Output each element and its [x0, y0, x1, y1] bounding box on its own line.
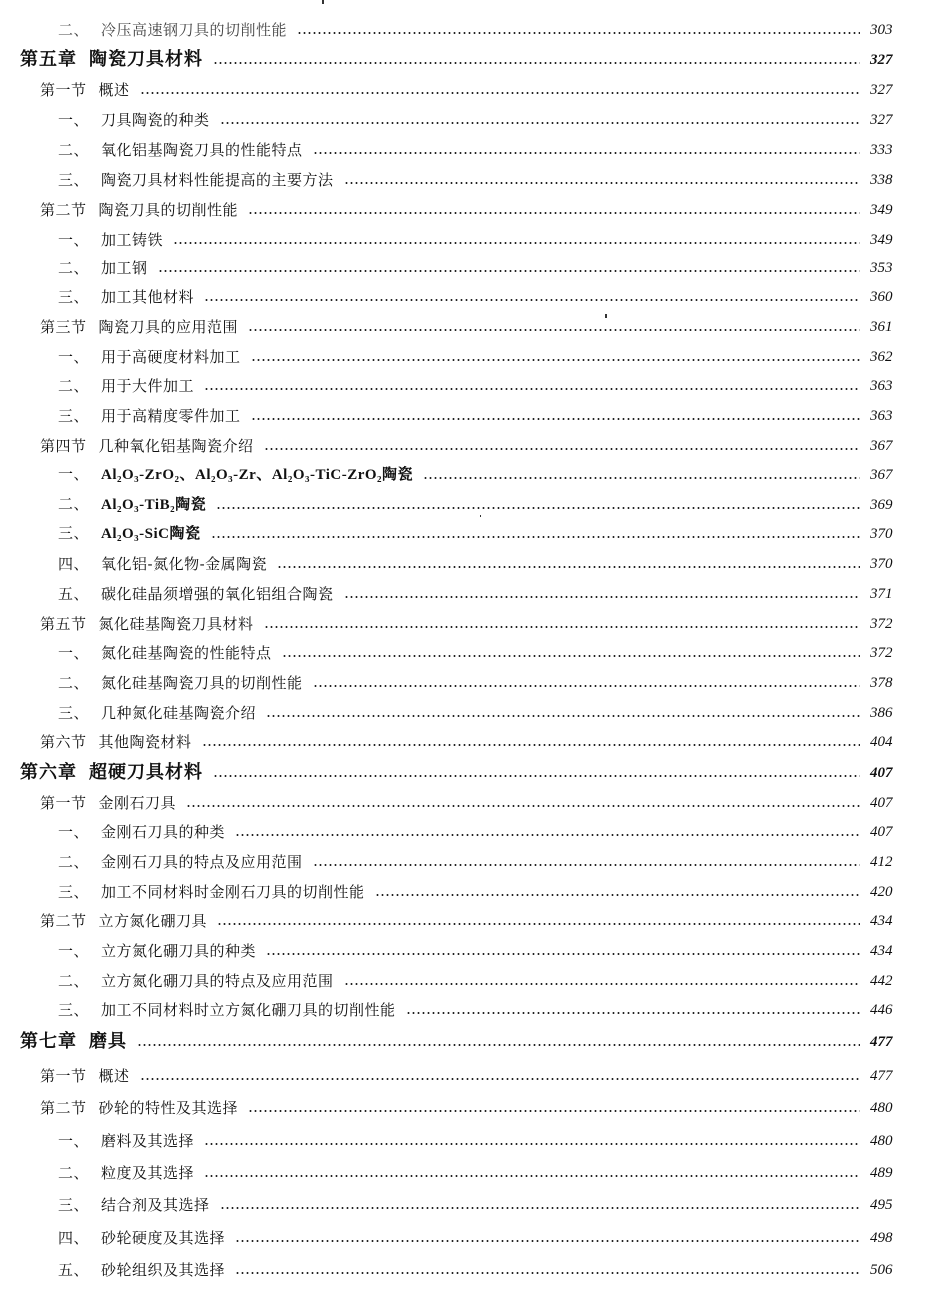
- page-number: 498: [870, 1230, 893, 1246]
- entry-title: Al₂O₃-SiC陶瓷: [101, 526, 201, 542]
- page-number: 477: [870, 1034, 893, 1050]
- entry-title: 氧化铝基陶瓷刀具的性能特点: [101, 141, 303, 159]
- entry-label: [0, 1131, 194, 1151]
- entry-label: [0, 287, 194, 307]
- page-number: 407: [870, 765, 893, 781]
- entry-label: [0, 1098, 238, 1118]
- toc-entry[interactable]: [0, 1092, 928, 1118]
- entry-title: 氮化硅基陶瓷刀具的切削性能: [101, 674, 303, 692]
- entry-title: 砂轮组织及其选择: [101, 1261, 226, 1279]
- toc-entry[interactable]: [0, 44, 928, 70]
- dot-leader: [137, 1044, 860, 1046]
- page-number: 349: [870, 232, 893, 248]
- entry-number: 二、: [58, 21, 90, 39]
- toc-entry[interactable]: [0, 876, 928, 902]
- dot-leader: [220, 1207, 860, 1209]
- entry-label: [0, 230, 163, 250]
- entry-title: 立方氮化硼刀具: [98, 912, 208, 930]
- entry-number: 三、: [58, 883, 90, 901]
- entry-label: [0, 614, 254, 634]
- toc-entry[interactable]: [0, 697, 928, 723]
- entry-label: [0, 643, 272, 663]
- page-number: 370: [870, 556, 893, 572]
- entry-label: [0, 822, 225, 842]
- toc-entry[interactable]: [0, 757, 928, 783]
- entry-title: Al₂O₃-ZrO₂、Al₂O₃-Zr、Al₂O₃-TiC-ZrO₂陶瓷: [101, 467, 414, 483]
- page-number: 434: [870, 913, 893, 929]
- entry-number: 一、: [58, 823, 90, 841]
- dot-leader: [235, 1240, 860, 1242]
- dot-leader: [204, 1143, 860, 1145]
- entry-title: Al₂O₃-TiB₂陶瓷: [101, 497, 207, 513]
- entry-title: 概述: [98, 81, 130, 99]
- entry-label: [0, 20, 287, 40]
- toc-entry[interactable]: [0, 816, 928, 842]
- entry-number: 一、: [58, 942, 90, 960]
- entry-label: [0, 1228, 225, 1248]
- entry-number: 第一节: [40, 1067, 87, 1085]
- entry-title: 几种氮化硅基陶瓷介绍: [101, 704, 257, 722]
- entry-label: [0, 911, 207, 931]
- dot-leader: [202, 744, 860, 746]
- entry-label: [0, 523, 201, 544]
- dot-leader: [213, 62, 860, 64]
- entry-number: 五、: [58, 585, 90, 603]
- page-number: 327: [870, 52, 893, 68]
- entry-number: 三、: [58, 1196, 90, 1214]
- entry-label: [0, 763, 203, 783]
- toc-entry[interactable]: [0, 935, 928, 961]
- entry-number: 二、: [58, 141, 90, 159]
- page-number: 333: [870, 142, 893, 158]
- entry-title: 加工钢: [101, 259, 148, 277]
- entry-number: 二、: [58, 377, 90, 395]
- entry-title: 陶瓷刀具材料: [89, 49, 203, 70]
- dot-leader: [406, 1012, 860, 1014]
- page-number: 371: [870, 586, 893, 602]
- entry-number: 第二节: [40, 912, 87, 930]
- page-number: 442: [870, 973, 893, 989]
- entry-label: [0, 1260, 225, 1280]
- page-number: 363: [870, 378, 893, 394]
- entry-title: 用于高硬度材料加工: [101, 348, 241, 366]
- entry-number: 第六节: [40, 733, 87, 751]
- dot-leader: [217, 923, 860, 925]
- page-number: 369: [870, 497, 893, 513]
- page-number: 360: [870, 289, 893, 305]
- entry-number: 第二节: [40, 201, 87, 219]
- entry-number: 三、: [58, 171, 90, 189]
- entry-label: [0, 1066, 130, 1086]
- page-number: 489: [870, 1165, 893, 1181]
- toc-entry[interactable]: [0, 370, 928, 396]
- entry-title: 超硬刀具材料: [89, 762, 203, 783]
- entry-title: 磨料及其选择: [101, 1132, 195, 1150]
- entry-title: 金刚石刀具: [98, 794, 177, 812]
- entry-title: 冷压高速钢刀具的切削性能: [101, 21, 288, 39]
- entry-number: 二、: [58, 1164, 90, 1182]
- entry-title: 概述: [98, 1067, 130, 1085]
- toc-entry[interactable]: [0, 608, 928, 634]
- entry-number: 二、: [58, 853, 90, 871]
- entry-label: [0, 882, 365, 902]
- toc-entry[interactable]: [0, 1125, 928, 1151]
- dot-leader: [186, 805, 860, 807]
- entry-label: [0, 673, 303, 693]
- entry-title: 立方氮化硼刀具的种类: [101, 942, 257, 960]
- entry-title: 氮化硅基陶瓷的性能特点: [101, 644, 272, 662]
- page-number: 372: [870, 645, 893, 661]
- dot-leader: [251, 418, 860, 420]
- entry-title: 用于大件加工: [101, 377, 195, 395]
- page-number: 363: [870, 408, 893, 424]
- dot-leader: [375, 894, 860, 896]
- entry-number: 第二节: [40, 1099, 87, 1117]
- entry-number: 三、: [58, 407, 90, 425]
- page-number: 362: [870, 349, 893, 365]
- entry-title: 用于高精度零件加工: [101, 407, 241, 425]
- dot-leader: [158, 270, 860, 272]
- page-number: 480: [870, 1100, 893, 1116]
- toc-entry[interactable]: [0, 787, 928, 813]
- entry-label: [0, 110, 210, 130]
- dot-leader: [140, 1078, 860, 1080]
- entry-number: 二、: [58, 259, 90, 277]
- entry-title: 刀具陶瓷的种类: [101, 111, 210, 129]
- toc-entry[interactable]: [0, 578, 928, 604]
- page-number: 349: [870, 202, 893, 218]
- dot-leader: [313, 685, 860, 687]
- page-number: 367: [870, 467, 893, 483]
- dot-leader: [344, 596, 860, 598]
- entry-number: 一、: [58, 348, 90, 366]
- dot-leader: [266, 715, 860, 717]
- entry-title: 立方氮化硼刀具的特点及应用范围: [101, 972, 334, 990]
- page-number: 480: [870, 1133, 893, 1149]
- dot-leader: [248, 212, 860, 214]
- toc-entry[interactable]: [0, 1189, 928, 1215]
- page-number: 404: [870, 734, 893, 750]
- entry-label: [0, 200, 238, 220]
- entry-number: 四、: [58, 1229, 90, 1247]
- entry-label: [0, 436, 254, 456]
- entry-title: 金刚石刀具的种类: [101, 823, 226, 841]
- toc-entry[interactable]: [0, 905, 928, 931]
- dot-leader: [344, 983, 860, 985]
- entry-title: 加工铸铁: [101, 231, 164, 249]
- page-number: 386: [870, 705, 893, 721]
- page-number: 327: [870, 112, 893, 128]
- entry-number: 第五节: [40, 615, 87, 633]
- toc-entry[interactable]: [0, 846, 928, 872]
- toc-entry[interactable]: [0, 489, 928, 515]
- toc-entry[interactable]: [0, 548, 928, 574]
- toc-entry[interactable]: [0, 518, 928, 544]
- entry-title: 砂轮硬度及其选择: [101, 1229, 226, 1247]
- page-number: 327: [870, 82, 893, 98]
- toc-entry[interactable]: [0, 430, 928, 456]
- toc-entry[interactable]: [0, 311, 928, 337]
- entry-title: 其他陶瓷材料: [98, 733, 192, 751]
- page-number: 407: [870, 824, 893, 840]
- entry-label: [0, 50, 203, 70]
- dot-leader: [220, 122, 860, 124]
- entry-label: [0, 732, 192, 752]
- toc-entry[interactable]: [0, 400, 928, 426]
- entry-label: [0, 971, 334, 991]
- toc-entry[interactable]: [0, 164, 928, 190]
- entry-number: 第一节: [40, 794, 87, 812]
- dot-leader: [313, 864, 860, 866]
- entry-title: 加工不同材料时立方氮化硼刀具的切削性能: [101, 1001, 396, 1019]
- dot-leader: [213, 775, 860, 777]
- toc-entry[interactable]: [0, 459, 928, 485]
- page-number: 412: [870, 854, 893, 870]
- entry-number: 四、: [58, 555, 90, 573]
- entry-label: [0, 317, 238, 337]
- dot-leader: [235, 1272, 860, 1274]
- entry-label: [0, 584, 334, 604]
- toc-entry[interactable]: [0, 637, 928, 663]
- entry-number: 一、: [58, 644, 90, 662]
- toc-entry[interactable]: [0, 194, 928, 220]
- entry-label: [0, 170, 334, 190]
- toc-entry[interactable]: [0, 1222, 928, 1248]
- entry-title: 磨具: [89, 1031, 127, 1052]
- entry-label: [0, 1032, 127, 1052]
- entry-number: 第四节: [40, 437, 87, 455]
- entry-label: [0, 554, 267, 574]
- entry-title: 加工不同材料时金刚石刀具的切削性能: [101, 883, 365, 901]
- toc-entry[interactable]: [0, 1254, 928, 1280]
- entry-label: [0, 1000, 396, 1020]
- page-number: 420: [870, 884, 893, 900]
- toc-entry[interactable]: [0, 1060, 928, 1086]
- entry-number: 二、: [58, 674, 90, 692]
- page-number: 477: [870, 1068, 893, 1084]
- entry-number: 一、: [58, 465, 90, 483]
- toc-entry[interactable]: [0, 726, 928, 752]
- page-number: 367: [870, 438, 893, 454]
- dot-leader: [204, 388, 860, 390]
- dot-leader: [204, 299, 860, 301]
- entry-label: [0, 494, 206, 515]
- entry-label: [0, 941, 256, 961]
- page-number: 370: [870, 526, 893, 542]
- scan-speck: [480, 515, 481, 517]
- dot-leader: [173, 242, 860, 244]
- entry-title: 几种氧化铝基陶瓷介绍: [98, 437, 254, 455]
- dot-leader: [282, 655, 860, 657]
- entry-label: [0, 793, 176, 813]
- entry-title: 陶瓷刀具材料性能提高的主要方法: [101, 171, 334, 189]
- dot-leader: [313, 152, 860, 154]
- entry-title: 陶瓷刀具的应用范围: [98, 318, 239, 336]
- entry-number: 三、: [58, 288, 90, 306]
- page-number: 495: [870, 1197, 893, 1213]
- toc-entry[interactable]: [0, 134, 928, 160]
- dot-leader: [344, 182, 860, 184]
- entry-title: 砂轮的特性及其选择: [98, 1099, 239, 1117]
- entry-number: 三、: [58, 524, 90, 542]
- entry-label: [0, 703, 256, 723]
- entry-label: [0, 1163, 194, 1183]
- toc-entry[interactable]: [0, 1157, 928, 1183]
- toc-entry[interactable]: [0, 74, 928, 100]
- entry-title: 结合剂及其选择: [101, 1196, 210, 1214]
- entry-number: 第三节: [40, 318, 87, 336]
- page-number: 407: [870, 795, 893, 811]
- scan-speck: [605, 314, 607, 318]
- dot-leader: [216, 507, 860, 509]
- entry-number: 第五章: [20, 49, 77, 70]
- toc-entry[interactable]: [0, 994, 928, 1020]
- scan-speck: [322, 0, 324, 4]
- dot-leader: [266, 953, 860, 955]
- entry-label: [0, 347, 241, 367]
- dot-leader: [264, 448, 860, 450]
- entry-number: 第六章: [20, 762, 77, 783]
- dot-leader: [297, 32, 860, 34]
- entry-title: 氧化铝-氮化物-金属陶瓷: [101, 555, 268, 573]
- dot-leader: [235, 834, 860, 836]
- entry-number: 三、: [58, 704, 90, 722]
- entry-label: [0, 852, 303, 872]
- dot-leader: [248, 1110, 860, 1112]
- page-number: 434: [870, 943, 893, 959]
- entry-number: 一、: [58, 111, 90, 129]
- entry-number: 第一节: [40, 81, 87, 99]
- dot-leader: [423, 477, 860, 479]
- entry-label: [0, 140, 303, 160]
- page-number: 303: [870, 22, 893, 38]
- toc-entry[interactable]: [0, 104, 928, 130]
- page-number: 372: [870, 616, 893, 632]
- page-number: 338: [870, 172, 893, 188]
- toc-entry[interactable]: [0, 224, 928, 250]
- entry-title: 加工其他材料: [101, 288, 195, 306]
- entry-title: 氮化硅基陶瓷刀具材料: [98, 615, 254, 633]
- page-number: 446: [870, 1002, 893, 1018]
- dot-leader: [251, 359, 860, 361]
- entry-number: 二、: [58, 495, 90, 513]
- entry-title: 碳化硅晶须增强的氧化铝组合陶瓷: [101, 585, 334, 603]
- dot-leader: [204, 1175, 860, 1177]
- entry-number: 二、: [58, 972, 90, 990]
- entry-title: 粒度及其选择: [101, 1164, 195, 1182]
- page-number: 506: [870, 1262, 893, 1278]
- entry-title: 陶瓷刀具的切削性能: [98, 201, 239, 219]
- dot-leader: [277, 566, 860, 568]
- dot-leader: [264, 626, 860, 628]
- toc-entry[interactable]: [0, 252, 928, 278]
- page-number: 353: [870, 260, 893, 276]
- page-number: 361: [870, 319, 893, 335]
- toc-entry[interactable]: [0, 667, 928, 693]
- entry-label: [0, 258, 148, 278]
- toc-entry[interactable]: [0, 281, 928, 307]
- entry-number: 一、: [58, 1132, 90, 1150]
- entry-number: 第七章: [20, 1031, 77, 1052]
- page-number: 378: [870, 675, 893, 691]
- dot-leader: [211, 536, 860, 538]
- dot-leader: [140, 92, 860, 94]
- entry-number: 五、: [58, 1261, 90, 1279]
- entry-label: [0, 80, 130, 100]
- entry-label: [0, 1195, 210, 1215]
- entry-number: 一、: [58, 231, 90, 249]
- toc-entry[interactable]: [0, 965, 928, 991]
- entry-label: [0, 376, 194, 396]
- entry-label: [0, 464, 413, 485]
- toc-entry[interactable]: [0, 341, 928, 367]
- dot-leader: [248, 329, 860, 331]
- entry-title: 金刚石刀具的特点及应用范围: [101, 853, 303, 871]
- entry-label: [0, 406, 241, 426]
- entry-number: 三、: [58, 1001, 90, 1019]
- toc-entry[interactable]: [0, 1026, 928, 1052]
- toc-entry[interactable]: [0, 14, 928, 40]
